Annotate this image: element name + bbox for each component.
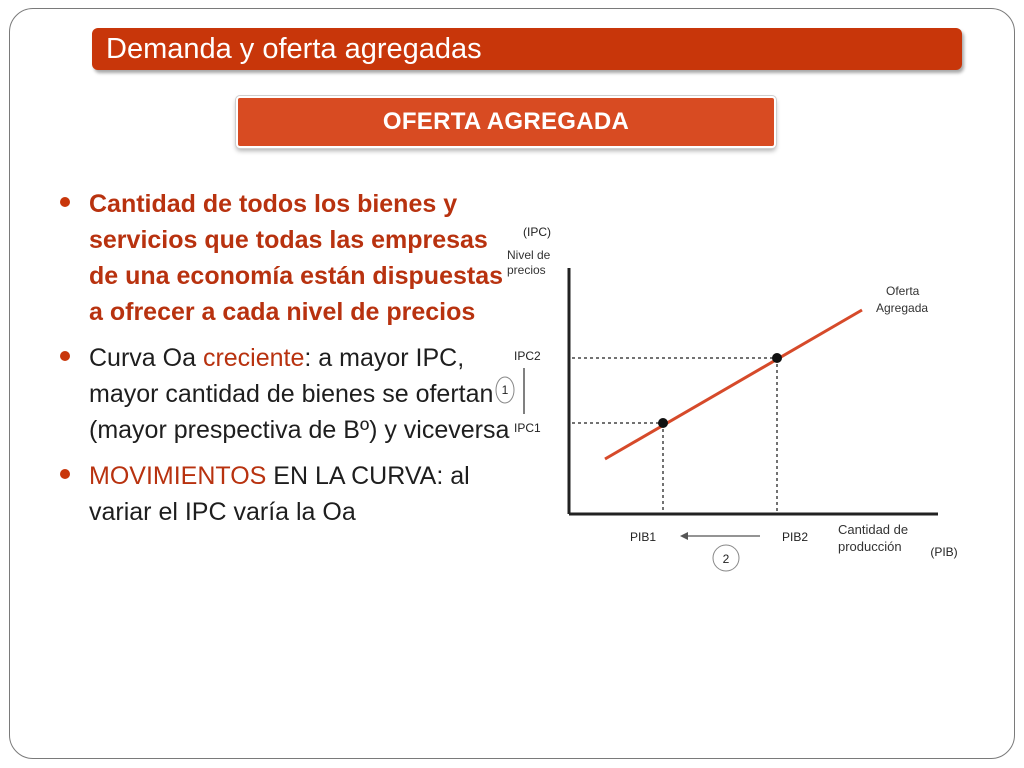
x-axis-tag: (PIB) [930, 545, 958, 559]
curve-label-line2: Agregada [876, 301, 929, 315]
y-axis-title-line1: Nivel de [507, 248, 551, 262]
bullet-definition-text: Cantidad de todos los bienes y servicios que todas las empresas de una economía están dispuestas a ofrecer a cada nivel de precios [89, 190, 504, 326]
pib1-label: PIB1 [630, 530, 657, 544]
bullet-movements-highlight: MOVIMIENTOS [89, 462, 267, 490]
section-heading: OFERTA AGREGADA [382, 108, 630, 135]
bullet-curve-text-start: Curva Oa [89, 344, 203, 372]
supply-curve [605, 310, 862, 459]
bullet-movements-text: EN LA CURVA: al variar el IPC varía la Oa [89, 462, 470, 526]
bullet-curve-text-end: : a mayor IPC, mayor cantidad de bienes se ofertan (mayor prespectiva de Bº) y viceversa [89, 344, 510, 444]
x-axis-title-line2: producción [838, 539, 902, 554]
step-2-arrowhead [680, 532, 688, 540]
y-axis-title-line2: precios [507, 263, 546, 277]
bullet-curve-highlight: creciente [202, 344, 305, 372]
step-2-label: 2 [722, 552, 730, 566]
slide-title: Demanda y oferta agregadas [106, 33, 482, 65]
y-axis-tag: (IPC) [523, 225, 551, 239]
point-1 [658, 418, 668, 428]
x-axis-title-line1: Cantidad de [838, 522, 909, 537]
step-1-label: 1 [501, 383, 509, 397]
ipc1-label: IPC1 [514, 421, 541, 435]
point-2 [772, 353, 782, 363]
ipc2-label: IPC2 [514, 349, 541, 363]
pib2-label: PIB2 [782, 530, 809, 544]
curve-label-line1: Oferta [886, 284, 920, 298]
